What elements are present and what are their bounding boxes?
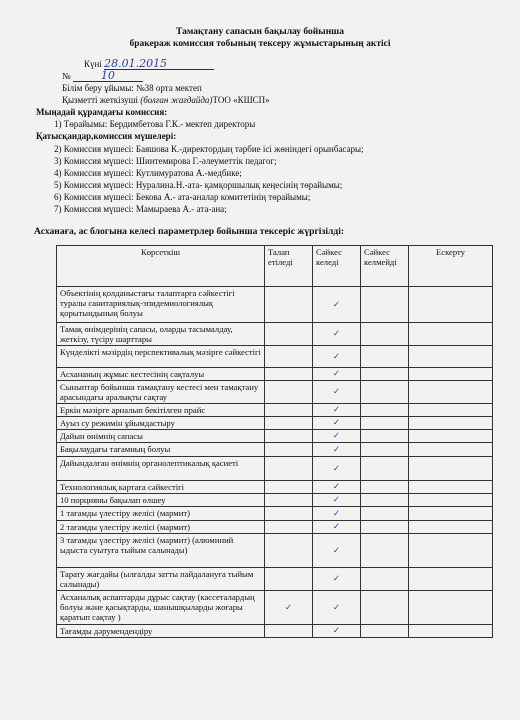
row-label: 10 порцияны бақылап өлшеу [57, 494, 265, 507]
row-note [409, 323, 493, 346]
service-value: ТОО «КШСП» [212, 95, 270, 105]
required-check [265, 521, 313, 534]
row-note [409, 417, 493, 430]
required-check [265, 443, 313, 457]
table-row [57, 443, 493, 457]
compliant-check: ✓ [313, 507, 361, 521]
compliant-check: ✓ [313, 481, 361, 494]
compliant-check: ✓ [313, 346, 361, 368]
noncompliant-check [361, 494, 409, 507]
noncompliant-check [361, 481, 409, 494]
noncompliant-check [361, 534, 409, 568]
row-label: Күнделікті мәзірдің перспективалық мәзірге сәйкестігі [57, 346, 265, 368]
noncompliant-check [361, 417, 409, 430]
noncompliant-check [361, 507, 409, 521]
member-line: 4) Комиссия мүшесі: Кутлимуратова А.-медбике; [54, 168, 242, 178]
compliant-check: ✓ [313, 568, 361, 591]
header-indicator: Көрсеткіш [57, 246, 265, 287]
required-check [265, 404, 313, 417]
row-label: Ауыз су режимін ұйымдастыру [57, 417, 265, 430]
row-label: Сыныптар бойынша тамақтану кестесі мен тамақтану арасындағы аралықты сақтау [57, 381, 265, 404]
row-note [409, 494, 493, 507]
required-check [265, 568, 313, 591]
table-row [57, 381, 493, 404]
members-heading: Қатысқандар,комиссия мүшелері: [36, 131, 177, 141]
row-label: 1 тағамды үлестіру желісі (мармит) [57, 507, 265, 521]
row-label: 3 тағамды үлестіру желісі (мармит) (алюминий ыдыста суытуға тыйым салынады) [57, 534, 265, 568]
table-row [57, 568, 493, 591]
required-check [265, 381, 313, 404]
date-value: 28.01.2015 [104, 57, 168, 70]
member-line: 3) Комиссия мүшесі: Шинтемирова Г.-әлеуметтік педагог; [54, 156, 277, 166]
table-header-row [57, 246, 493, 287]
row-note [409, 481, 493, 494]
table-row [57, 346, 493, 368]
row-note [409, 346, 493, 368]
table-row [57, 521, 493, 534]
number-value: 10 [100, 69, 115, 82]
noncompliant-check [361, 443, 409, 457]
row-label: Асхананың жұмыс кестесінің сақталуы [57, 368, 265, 381]
table-row [57, 417, 493, 430]
row-label: 2 тағамды үлестіру желісі (мармит) [57, 521, 265, 534]
compliant-check: ✓ [313, 404, 361, 417]
required-check [265, 323, 313, 346]
row-label: Асханалық аспаптарды дұрыс сақтау (кассеталардың болуы және қасықтарды, шанышқыларды жоғары қаратып сақтау ) [57, 591, 265, 625]
required-check [265, 481, 313, 494]
compliant-check: ✓ [313, 521, 361, 534]
compliant-check: ✓ [313, 368, 361, 381]
compliant-check: ✓ [313, 381, 361, 404]
table-row [57, 457, 493, 481]
compliant-check: ✓ [313, 457, 361, 481]
section-heading: Асханаға, ас блогына келесі параметрлер бойынша тексеріс жүргізілді: [34, 226, 345, 237]
row-label: Объектінің қолданыстағы талаптарға сәйкестігі туралы санитариялық-эпидемиологиялық қорытындының болуы [57, 287, 265, 323]
org-row [62, 83, 202, 94]
row-note [409, 507, 493, 521]
table-row [57, 625, 493, 638]
row-label: Тағамды дәрумендендіру [57, 625, 265, 638]
service-note: (болған жағдайда) [140, 95, 213, 105]
compliant-check: ✓ [313, 287, 361, 323]
noncompliant-check [361, 521, 409, 534]
noncompliant-check [361, 323, 409, 346]
table-row [57, 481, 493, 494]
noncompliant-check [361, 381, 409, 404]
noncompliant-check [361, 287, 409, 323]
noncompliant-check [361, 430, 409, 443]
org-value: №38 орта мектеп [136, 83, 202, 93]
table-row [57, 287, 493, 323]
parameters-table [56, 245, 493, 638]
document-title-line1: Тамақтану сапасын бақылау бойынша [176, 27, 344, 37]
table-row [57, 430, 493, 443]
required-check [265, 368, 313, 381]
table-row [57, 368, 493, 381]
member-line: 6) Комиссия мүшесі: Бекова А.- ата-аналар комитетінің төрайымы; [54, 192, 311, 202]
compliant-check: ✓ [313, 417, 361, 430]
row-note [409, 521, 493, 534]
service-row [62, 95, 270, 106]
row-note [409, 381, 493, 404]
noncompliant-check [361, 591, 409, 625]
member-line: 7) Комиссия мүшесі: Мамыраева А.- ата-ана; [54, 204, 227, 214]
row-label: Дайын өнімнің сапасы [57, 430, 265, 443]
row-note [409, 404, 493, 417]
row-note [409, 457, 493, 481]
noncompliant-check [361, 568, 409, 591]
member-line: 2) Комиссия мүшесі: Баяшова К.-директордың тәрбие ісі жөніндегі орынбасары; [54, 144, 364, 154]
noncompliant-check [361, 404, 409, 417]
header-compliant: Сәйкес келеді [313, 246, 361, 287]
required-check [265, 507, 313, 521]
noncompliant-check [361, 457, 409, 481]
required-check [265, 534, 313, 568]
row-note [409, 568, 493, 591]
required-check [265, 346, 313, 368]
row-note [409, 287, 493, 323]
number-row [62, 70, 143, 82]
date-label: Күні [84, 59, 102, 69]
row-label: Еркін мәзірге арналып бекітілген прайс [57, 404, 265, 417]
row-note [409, 625, 493, 638]
commission-chair: 1) Төрайымы: Бердимбетова Г.К.- мектеп директоры [54, 119, 256, 129]
noncompliant-check [361, 346, 409, 368]
table-row [57, 507, 493, 521]
header-required: Талап етіледі [265, 246, 313, 287]
number-label: № [62, 71, 71, 81]
header-noncompliant: Сәйкес келмейді [361, 246, 409, 287]
row-note [409, 443, 493, 457]
required-check [265, 625, 313, 638]
row-note [409, 534, 493, 568]
compliant-check: ✓ [313, 625, 361, 638]
required-check [265, 494, 313, 507]
row-note [409, 591, 493, 625]
table-row [57, 494, 493, 507]
row-note [409, 430, 493, 443]
org-label: Білім беру ұйымы: [62, 83, 134, 93]
row-note [409, 368, 493, 381]
header-note: Ескерту [409, 246, 493, 287]
commission-heading: Мыңадай құрамдағы комиссия: [36, 107, 168, 117]
required-check: ✓ [265, 591, 313, 625]
compliant-check: ✓ [313, 323, 361, 346]
row-label: Бақылаудағы тағамның болуы [57, 443, 265, 457]
row-label: Дайындалған өнімнің органолептикалық қасиеті [57, 457, 265, 481]
document-title-line2: бракераж комиссия тобының тексеру жұмыстарының актісі [129, 39, 391, 49]
compliant-check: ✓ [313, 494, 361, 507]
compliant-check: ✓ [313, 591, 361, 625]
compliant-check: ✓ [313, 430, 361, 443]
required-check [265, 287, 313, 323]
member-line: 5) Комиссия мүшесі: Нуралина.Н.-ата- қамқоршылық кеңесінің төрайымы; [54, 180, 343, 190]
row-label: Тамақ өнімдерінің сапасы, оларды тасымалдау, жеткізу, түсіру шарттары [57, 323, 265, 346]
table-row [57, 323, 493, 346]
required-check [265, 457, 313, 481]
table-row [57, 591, 493, 625]
row-label: Тарату жағдайы (ылғалды затты пайдалануға тыйым салынады) [57, 568, 265, 591]
row-label: Технологиялық картаға сәйкестігі [57, 481, 265, 494]
compliant-check: ✓ [313, 443, 361, 457]
service-label: Қызметті жеткізуші [62, 95, 138, 105]
table-row [57, 534, 493, 568]
compliant-check: ✓ [313, 534, 361, 568]
required-check [265, 417, 313, 430]
noncompliant-check [361, 368, 409, 381]
noncompliant-check [361, 625, 409, 638]
required-check [265, 430, 313, 443]
table-row [57, 404, 493, 417]
